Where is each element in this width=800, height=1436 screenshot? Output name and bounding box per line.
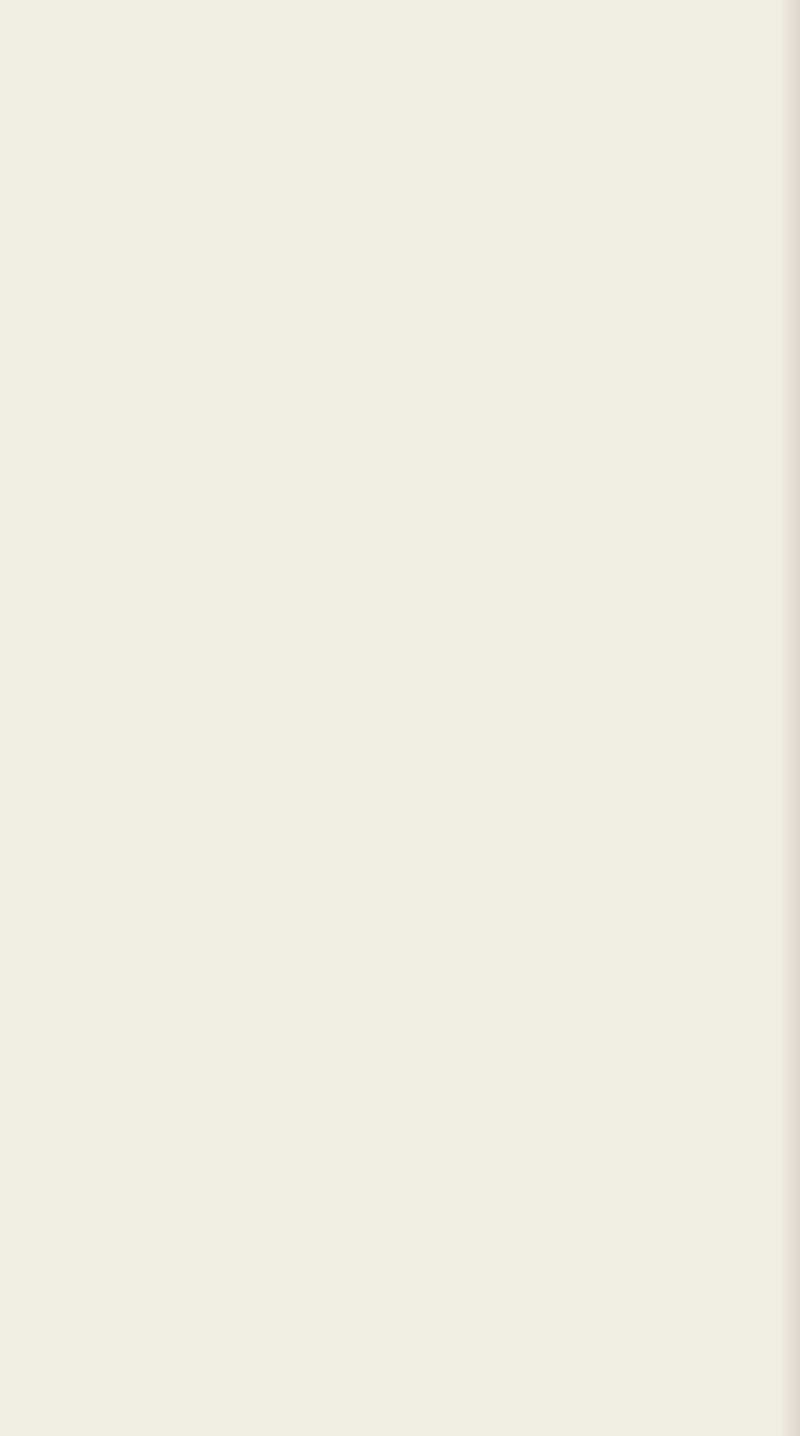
- page-edge-shadow: [780, 0, 800, 1436]
- running-head: [180, 38, 700, 88]
- top-ornament-band: [186, 138, 686, 184]
- middle-ornament-band: [160, 590, 680, 620]
